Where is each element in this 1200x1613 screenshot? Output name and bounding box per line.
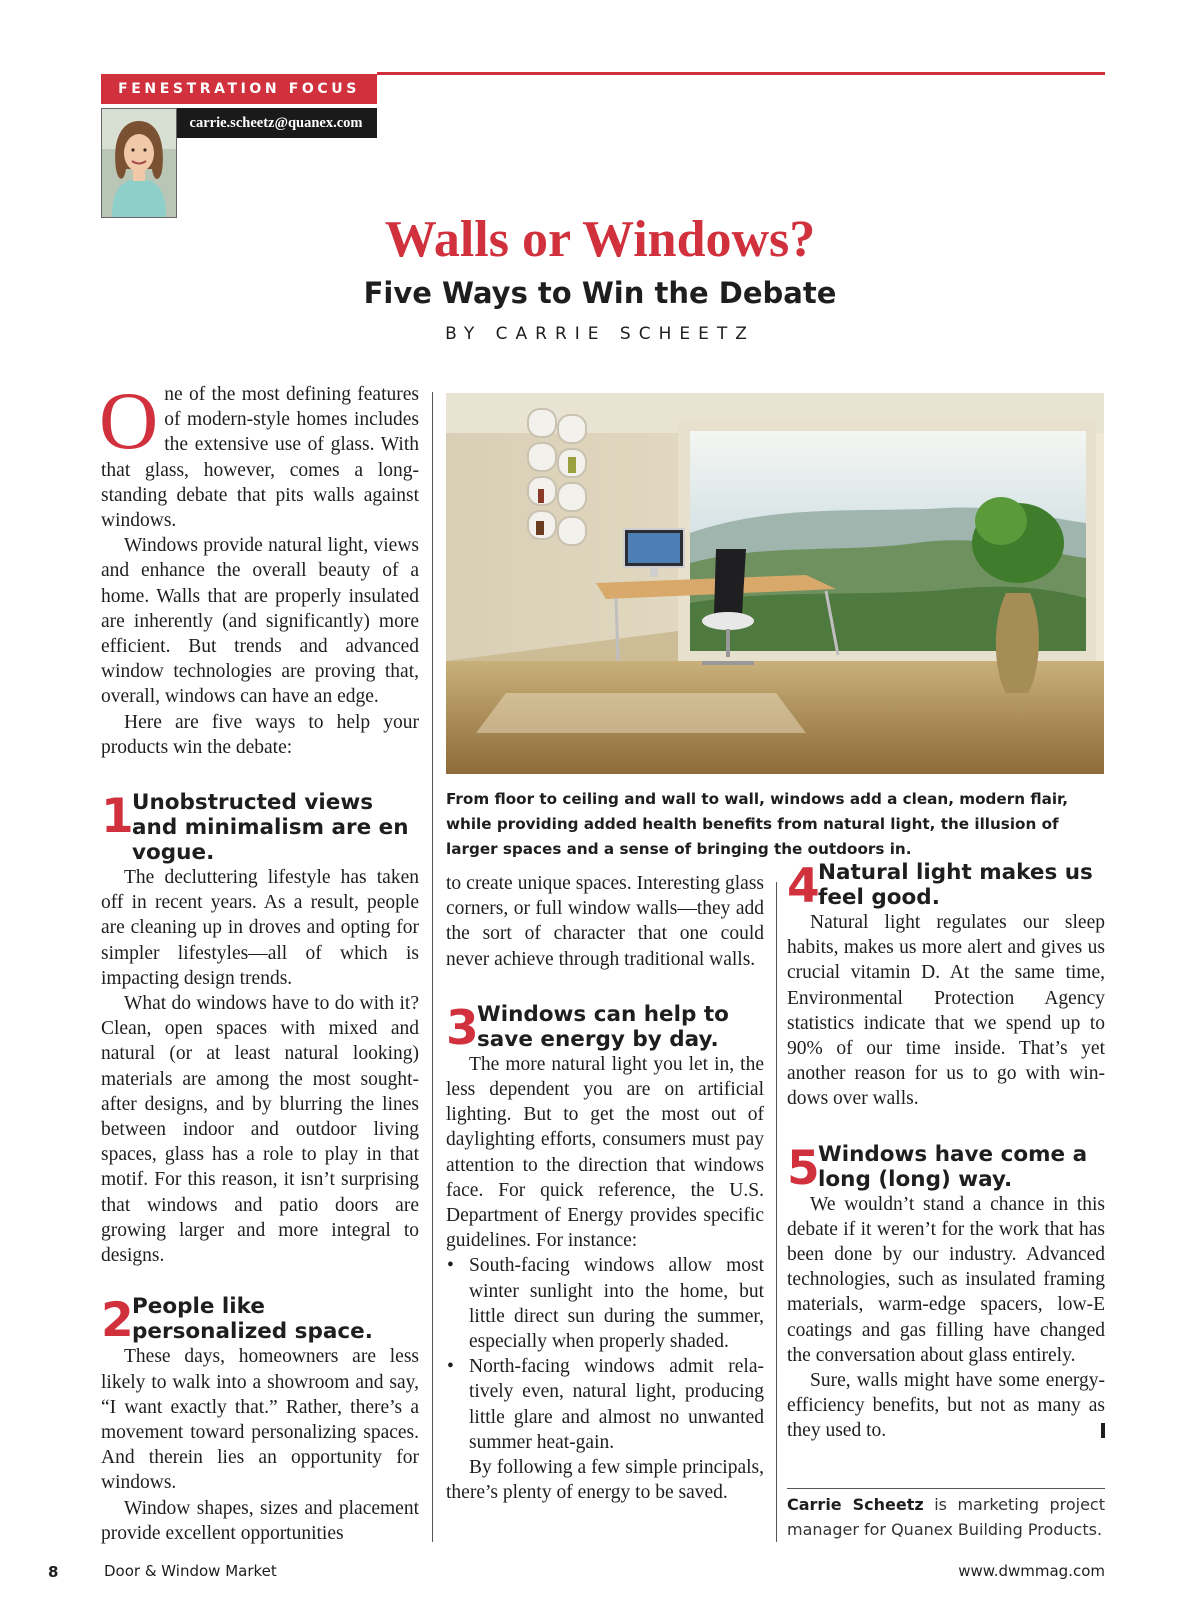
section-1-paragraph-2: What do windows have to do with it? Clean, open spaces with mixed and natural (or at least natural looking) materials are among the most sought-after designs, and by blurring the lines between indoor and outdoor living spaces, glass has a role to play in that motif. For this reason, it isn’t surprising that windows and patio doors are growing larger and more integral to designs. xyxy=(101,993,419,1267)
section-5-paragraph-2: Sure, walls might have some energy-efficiency benefits, but not as many as they used to. xyxy=(787,1370,1105,1442)
bio-rule xyxy=(787,1488,1105,1489)
article-byline: BY CARRIE SCHEETZ xyxy=(445,324,755,344)
intro-paragraph-3: Here are five ways to help your products win the debate: xyxy=(101,711,419,758)
section-2-paragraph-2: Window shapes, sizes and placement provide excellent opportunities xyxy=(101,1497,419,1544)
office-photo xyxy=(446,393,1104,774)
section-3-paragraph-1: The more natural light you let in, the less dependent you are on artificial lighting. But to get the most out of daylighting efforts, consumers must pay attention to the direction that windows face. For quick reference, the U.S. Department of Energy provides specific guidelines. For instance: xyxy=(446,1053,764,1252)
section-4-heading xyxy=(787,859,1105,914)
section-3-heading xyxy=(446,1000,764,1056)
section-2-heading xyxy=(101,1293,419,1349)
section-number: 1 xyxy=(101,789,134,845)
section-heading: Natural light makes us feel good. xyxy=(818,860,1093,910)
interior-scene-illustration xyxy=(446,393,1104,774)
section-heading: People like personalized space. xyxy=(132,1294,373,1345)
author-email[interactable]: carrie.scheetz@quanex.com xyxy=(175,108,377,138)
list-item: • South-facing windows allow most winter sunlight into the home, but little direct sun during the summer, especially when properly shaded. xyxy=(446,1253,764,1354)
publication-name: Door & Window Market xyxy=(104,1562,277,1580)
article-title: Walls or Windows? xyxy=(384,211,816,268)
section-2-paragraph-2-continued: to create unique spaces. Interesting glass corners, or full window walls—they add the sort of character that one could never achieve through traditional walls. xyxy=(446,873,764,970)
section-heading: Windows have come a long (long) way. xyxy=(818,1141,1088,1192)
intro-paragraph-1: ne of the most defining features of modern-style homes includes the extensive use of glass. With that glass, however, comes a long-standing debate that pits walls against windows. xyxy=(101,384,419,532)
section-heading: Unobstructed views and minimalism are en vogue. xyxy=(132,790,409,866)
photo-caption: From floor to ceiling and wall to wall, windows add a clean, modern flair, while providing added health benefits from natural light, the illusion of larger spaces and a sense of bringing the outdoors in. xyxy=(446,790,1069,858)
bio-text: is marketing project manager for Quanex Building Products. xyxy=(787,1495,1106,1539)
column-2 xyxy=(446,871,764,1505)
page-number: 8 xyxy=(48,1563,59,1581)
column-1 xyxy=(99,375,419,1546)
section-2-paragraph-1: These days, homeowners are less likely to walk into a showroom and say, “I want exactly that.” Rather, there’s a movement toward personalizing spaces. And therein lies an opportunity for windows. xyxy=(101,1346,419,1494)
section-number: 2 xyxy=(101,1293,134,1349)
author-bio xyxy=(787,1492,1105,1542)
section-number: 5 xyxy=(787,1140,820,1196)
energy-guidelines-list xyxy=(446,1253,764,1455)
section-number: 4 xyxy=(787,859,820,914)
section-4-paragraph-1: Natural light regulates our sleep habits, makes us more alert and gives us crucial vitamin D. At the same time, Environmental Protection Agency statistics indicate that we spend up to 90% of our time inside. That’s yet another reason for us to go with windows over walls. xyxy=(787,912,1105,1110)
section-number: 3 xyxy=(446,1000,479,1056)
author-headshot xyxy=(101,108,177,218)
section-heading: Windows can help to save energy by day. xyxy=(477,1001,729,1052)
list-item: • North-facing windows admit relatively even, natural light, producing little glare and almost no unwanted summer heat-gain. xyxy=(446,1354,764,1455)
section-1-heading xyxy=(101,790,419,865)
header-rule xyxy=(377,72,1105,75)
section-3-paragraph-2: By following a few simple principals, there’s plenty of energy to be saved. xyxy=(446,1457,764,1504)
section-5-paragraph-1: We wouldn’t stand a chance in this debate if it weren’t for the work that has been done by our industry. Advanced technologies, such as insulated framing materials, warm-edge spacers, low-E coatings and gas filling have changed the conversation about glass entirely. xyxy=(787,1193,1105,1366)
section-label: FENESTRATION FOCUS xyxy=(118,81,360,97)
author-portrait-icon xyxy=(102,109,176,217)
section-5-heading xyxy=(787,1140,1105,1196)
section-1-paragraph-1: The decluttering lifestyle has taken off in recent years. As a result, people are cleaning up in droves and opting for simpler lifestyles—all of which is impacting design trends. xyxy=(101,867,419,989)
website-link[interactable]: www.dwmmag.com xyxy=(958,1562,1105,1580)
column-divider xyxy=(776,882,777,1542)
column-divider xyxy=(432,392,433,1542)
article-subtitle: Five Ways to Win the Debate xyxy=(363,276,837,310)
column-3 xyxy=(787,860,1105,1444)
intro-paragraph-2: Windows provide natural light, views and enhance the overall beauty of a home. Walls that are properly insulated are inherently (and significantly) more efficient. But trends and advanced window technologies are proving that, overall, windows can have an edge. xyxy=(101,535,419,708)
bio-author-name: Carrie Scheetz xyxy=(787,1495,924,1514)
drop-cap: O xyxy=(99,375,159,466)
end-mark-icon xyxy=(1101,1423,1105,1438)
